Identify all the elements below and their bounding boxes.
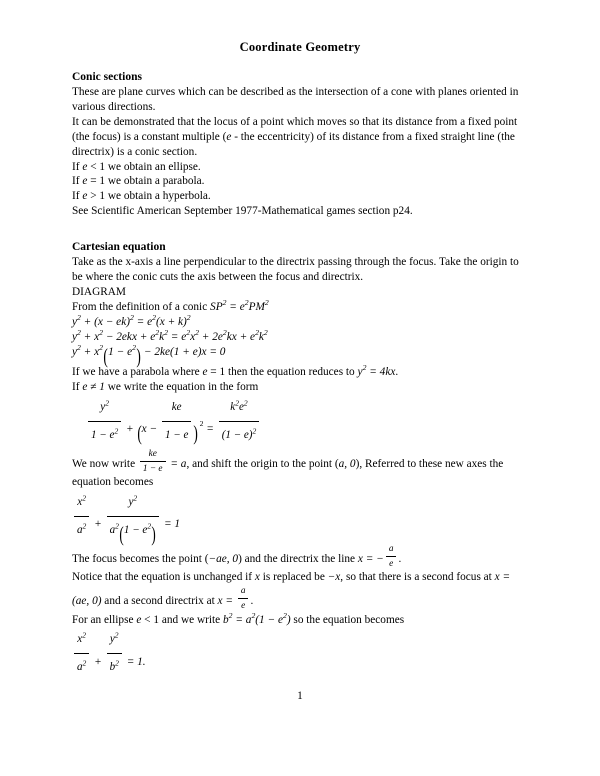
fraction-a-over-e: $\frac{a}{e}$ [386,543,397,570]
text-hyperbola: > 1 we obtain a hyperbola. [87,190,211,203]
text-if: If [72,175,83,188]
math-e: e [226,130,232,143]
paragraph-e-not-one [72,380,528,395]
fraction-ke-over-1-minus-e: $\frac{ke}{1 - e}$ [162,395,191,448]
math-e: e [202,365,208,378]
text-part-a: We now write [72,457,136,470]
equation-standard-form [72,395,528,448]
text-part-b: = 1 then the equation reduces to [207,365,358,378]
paragraph-locus [72,115,528,160]
text-parabola: = 1 we obtain a parabola. [87,175,205,188]
diagram-label: DIAGRAM [72,285,126,298]
text-part-b: , and shift the origin to the point ( [186,457,339,470]
text-ellipse: < 1 we obtain an ellipse. [87,160,201,173]
text-if: If [72,190,83,203]
text-if: If [72,380,83,393]
equation-x-equals-minus-a-over-e: x = − $\frac{a}{e}$ [358,553,399,565]
equation-expression: $y^2 + (x - ek)^2 = e^2(x + k)^2$ [72,313,191,328]
fraction-y2-over-1-minus-e2: $\frac{y^2}{1 - e^2}$ [88,395,121,448]
text-part-c: , so that there is a second focus at [340,571,495,584]
equation-line-2 [72,327,528,345]
math-second-directrix: x = $\frac{a}{e}$ [218,595,251,607]
text-part-a: If we have a parabola where [72,365,203,378]
math-minus-x: −x [327,571,341,584]
fraction-y2-over-a2-1-minus-e2: $\frac{y^2}{a^2(1 - e^2)}$ [107,490,160,543]
paragraph-definition-of-conic [72,300,528,315]
equation-expression: $y^2 + x^2 - 2ekx + e^2k^2 = e^2x^2 + 2e^2kx + e^2k^2$ [72,327,268,343]
paragraph-parabola-reduction: If we have a parabola where e = 1 then the equation reduces to $y^2 = 4kx$. [72,363,399,378]
math-e: e [82,190,88,203]
paragraph-text: See Scientific American September 1977-Mathematical games section p24. [72,205,413,218]
fraction-k2e2-over-1-minus-e-squared: $\frac{k^2e^2}{(1 - e)^2}$ [219,395,260,448]
paragraph-diagram-placeholder [72,285,528,300]
text-part-d: and a second directrix at [101,595,218,608]
equation-expression: $\frac{y^2}{1 - e^2}$ + (x − $\frac{ke}{1 - e}$ )2 = $\frac{k^2e^2}{(1 - e)^2}$ [86,423,261,435]
equation-y2-4kx: $y^2 = 4kx$ [357,363,396,378]
equation-line-1 [72,315,528,330]
paragraph-ellipse-b-squared [72,610,528,628]
paragraph-axes-setup [72,255,528,285]
equation-line-3 [72,342,528,368]
paragraph-text: Take as the x-axis a line perpendicular to the directrix passing through the focus. Take the origin to be where the conic cuts the axis between the focus and directrix. [72,256,519,284]
paragraph-ellipse-case [72,160,528,175]
equation-expression: $\frac{x^2}{a^2}$ + $\frac{y^2}{a^2(1 - e^2)}$ = 1 [72,518,180,530]
paragraph-text: From the definition of a conic [72,300,208,313]
section-heading-cartesian-equation: Cartesian equation [72,241,166,254]
text-part-b: we write the equation in the form [104,380,259,393]
paragraph-text-part-a: It can be demonstrated that the locus of a point which moves so that its distance from a fixed point (the focus) is a constant multiple ( [72,115,518,143]
math-x: x [254,571,260,584]
fraction-a-over-e: $\frac{a}{e}$ [238,585,249,612]
text-part-b: is replaced be [259,571,328,584]
section-spacer [72,219,528,231]
fraction-x2-over-a2: $\frac{x^2}{a^2}$ [74,627,89,680]
text-part-a: Notice that the equation is unchanged if [72,571,255,584]
equation-sp2-e2pm2: $SP^2 = e^2PM^2$ [210,298,269,313]
math-minus-ae-0: −ae, 0 [208,552,239,565]
section-heading-conic-sections: Conic sections [72,71,142,83]
paragraph-text: These are plane curves which can be described as the intersection of a cone with planes oriented in various directions. [72,86,519,113]
paragraph-parabola-case [72,174,528,189]
paragraph-focus-directrix: The focus becomes the point (−ae, 0) and the directrix the line x = − $\frac{a}{e}$ . [72,543,402,569]
math-e: e [82,160,88,173]
math-point-a-0: a, 0 [338,457,356,470]
math-second-focus: x = (ae, 0) [72,571,511,608]
text-if: If [72,160,83,173]
text-part-c: ), Referred to these new axes the equation becomes [72,457,504,489]
text-part-a: For an ellipse [72,613,137,626]
fraction-x2-over-a2: $\frac{x^2}{a^2}$ [74,490,89,543]
math-e: e [136,613,142,626]
paragraph-text-part-b: - the eccentricity) of its distance from a fixed straight line (the directrix) is a conic section. [72,130,515,158]
paragraph-shift-origin [72,448,528,490]
text-part-c: so the equation becomes [290,613,405,626]
equation-ellipse-general [72,490,528,546]
page-number: 1 [297,690,303,702]
paragraph-reference [72,204,528,219]
equation-b2-equals-a2-1-minus-e2: $b^2 = a^2(1 - e^2)$ [223,610,291,626]
fraction-y2-over-b2: $\frac{y^2}{b^2}$ [107,627,122,680]
paragraph-hyperbola-case [72,189,528,204]
fraction-ke-over-1-minus-e: $\frac{ke}{1 - e}$ [140,448,166,475]
equation-expression: $y^2 + x^2(1 - e^2) - 2ke(1 + e)x = 0$ [72,342,226,368]
equation-ke-over-1-minus-e-equals-a: $\frac{ke}{1 - e}$ = a [138,458,187,470]
text-part-b: < 1 and we write [141,613,224,626]
paragraph-symmetry: Notice that the equation is unchanged if x is replaced be −x, so that there is a second focus at x = (ae, 0) and a second directrix at x = $\frac{a}{e}$ . [72,571,511,612]
text-part-b: ) and the directrix the line [238,552,358,565]
equation-expression: $\frac{x^2}{a^2}$ + $\frac{y^2}{b^2}$ = 1. [72,656,146,668]
text-part-a: The focus becomes the point ( [72,552,209,565]
page-title: Coordinate Geometry [239,40,361,54]
equation-ellipse-standard [72,627,528,680]
paragraph-conic-definition [72,85,528,115]
math-e: e [82,175,88,188]
document-body [72,40,528,680]
math-e-neq-1: e ≠ 1 [82,380,105,393]
